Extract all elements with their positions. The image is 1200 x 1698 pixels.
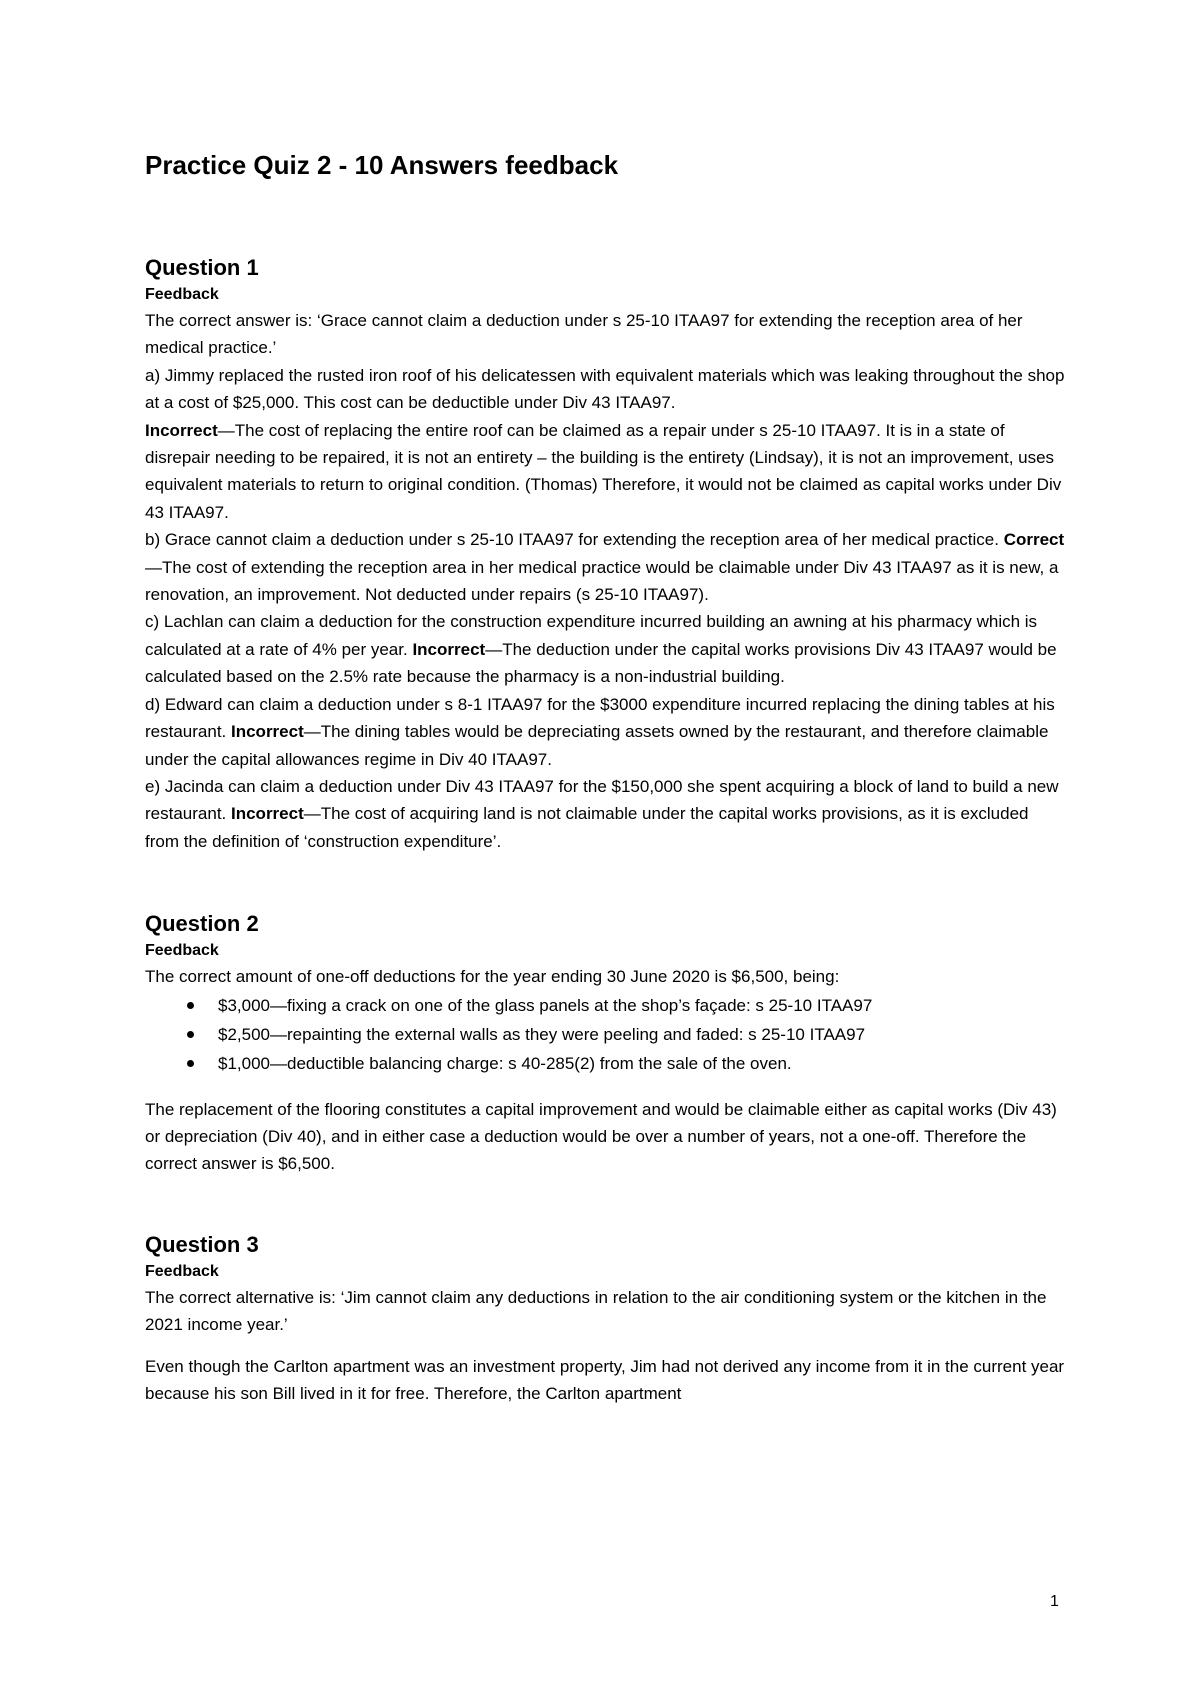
question-1-section — [145, 253, 1065, 855]
question-1-option-a — [145, 362, 1065, 526]
document-content — [145, 148, 1065, 1407]
option-a-text: a) Jimmy replaced the rusted iron roof of his delicatessen with equivalent materials which was leaking throughout the shop at a cost of $25,000. This cost can be deductible under Div 43 ITAA97. — [145, 365, 1065, 413]
bullet-icon — [187, 1060, 194, 1067]
list-item — [145, 991, 1065, 1020]
option-e-explanation: —The cost of acquiring land is not claimable under the capital works provisions, as it is excluded from the definition of ‘construction expenditure’. — [145, 804, 1029, 851]
question-1-option-b — [145, 526, 1065, 608]
option-c-text: c) Lachlan can claim a deduction for the construction expenditure incurred building an awning at his pharmacy which is calculated at a rate of 4% per year. — [145, 612, 1038, 659]
question-2-heading: Question 2 — [145, 911, 259, 937]
question-1-option-e — [145, 773, 1065, 855]
question-1-correct-answer: The correct answer is: ‘Grace cannot claim a deduction under s 25-10 ITAA97 for extending the reception area of her medical practice.’ — [145, 311, 1023, 358]
question-2-bullet-list — [145, 991, 1065, 1078]
option-a-explanation: —The cost of replacing the entire roof can be claimed as a repair under s 25-10 ITAA97. It is in a state of disrepair needing to be repaired, it is not an entirety – the building is the entirety (Lindsay), it is not an improvement, uses equivalent materials to return to original condition. (Thomas) Therefore, it would not be claimed as capital works under Div 43 ITAA97. — [145, 420, 1062, 522]
list-item-text: $2,500—repainting the external walls as they were peeling and faded: s 25-10 ITAA97 — [218, 1024, 866, 1044]
option-a-verdict: Incorrect — [145, 420, 218, 440]
page-number: 1 — [1050, 1593, 1059, 1610]
question-3-paragraph: Even though the Carlton apartment was an investment property, Jim had not derived any income from it in the current year because his son Bill lived in it for free. Therefore, the Carlton apartment — [145, 1356, 1065, 1403]
option-e-verdict: Incorrect — [231, 804, 304, 824]
question-2-section — [145, 909, 1065, 1178]
option-e-text: e) Jacinda can claim a deduction under Div 43 ITAA97 for the $150,000 she spent acquiring a block of land to build a new restaurant. — [145, 776, 1059, 824]
question-1-heading: Question 1 — [145, 255, 259, 280]
option-b-verdict: Correct — [1003, 530, 1065, 550]
option-b-text: b) Grace cannot claim a deduction under s 25-10 ITAA97 for extending the reception area of her medical practice. — [145, 530, 999, 550]
question-2-feedback-label: Feedback — [145, 942, 219, 960]
option-c-verdict: Incorrect — [412, 639, 486, 659]
question-2-intro: The correct amount of one-off deductions for the year ending 30 June 2020 is $6,500, being: — [145, 967, 840, 987]
option-d-explanation: —The dining tables would be depreciating assets owned by the restaurant, and therefore claimable under the capital allowances regime in Div 40 ITAA97. — [145, 722, 1049, 769]
option-c-explanation: —The deduction under the capital works provisions Div 43 ITAA97 would be calculated based on the 2.5% rate because the pharmacy is a non-industrial building. — [145, 639, 1057, 687]
list-item-text: $3,000—fixing a crack on one of the glass panels at the shop’s façade: s 25-10 ITAA97 — [218, 995, 873, 1015]
question-3-correct-alternative: The correct alternative is: ‘Jim cannot claim any deductions in relation to the air conditioning system or the kitchen in the 2021 income year.’ — [145, 1287, 1047, 1335]
list-item — [145, 1020, 1065, 1049]
option-d-text: d) Edward can claim a deduction under s 8-1 ITAA97 for the $3000 expenditure incurred replacing the dining tables at his restaurant. — [145, 694, 1055, 742]
question-3-section — [145, 1230, 1065, 1408]
bullet-icon — [187, 1002, 194, 1009]
question-2-conclusion: The replacement of the flooring constitutes a capital improvement and would be claimable either as capital works (Div 43) or depreciation (Div 40), and in either case a deduction would be over a number of years, not a one-off. Therefore the correct answer is $6,500. — [145, 1099, 1057, 1174]
list-item-text: $1,000—deductible balancing charge: s 40-285(2) from the sale of the oven. — [218, 1053, 792, 1073]
option-d-verdict: Incorrect — [231, 722, 304, 742]
question-1-option-d — [145, 691, 1065, 773]
question-1-feedback-label: Feedback — [145, 286, 219, 303]
list-item — [145, 1049, 1065, 1078]
question-3-feedback-label: Feedback — [145, 1262, 219, 1280]
question-3-heading: Question 3 — [145, 1231, 259, 1257]
bullet-icon — [187, 1031, 194, 1038]
document-title: Practice Quiz 2 - 10 Answers feedback — [145, 150, 619, 180]
option-b-explanation: —The cost of extending the reception area in her medical practice would be claimable under Div 43 ITAA97 as it is new, a renovation, an improvement. Not deducted under repairs (s 25-10 ITAA97). — [145, 557, 1059, 605]
question-1-option-c — [145, 608, 1065, 690]
